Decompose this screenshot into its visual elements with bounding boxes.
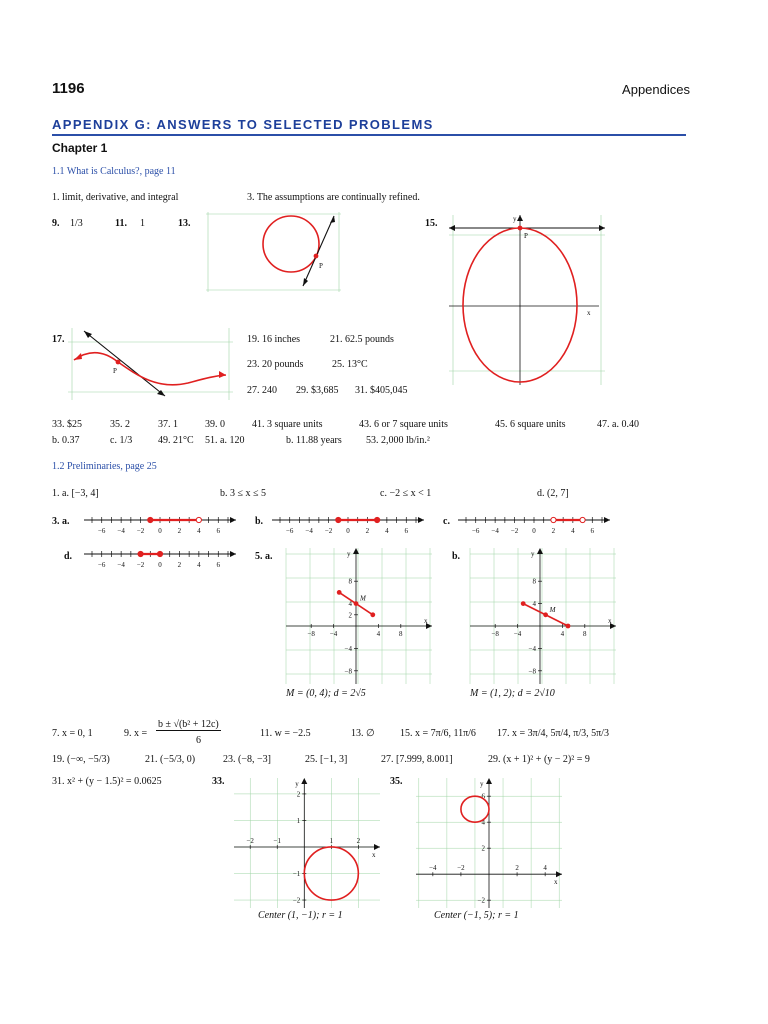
y-tick-label: −8	[344, 667, 352, 676]
numberline-tick-label: −2	[136, 527, 145, 535]
answer-7: 7. x = 0, 1	[52, 728, 93, 739]
midpoint-label: M	[549, 605, 556, 614]
x-tick-label: −4	[513, 630, 522, 638]
caption-35: Center (−1, 5); r = 1	[434, 910, 519, 921]
answer-3b-label: b.	[255, 516, 264, 527]
answer-19: 19. (−∞, −5/3)	[52, 754, 110, 765]
answer-5b-label: b.	[452, 551, 461, 562]
answer-19: 19. 16 inches	[247, 334, 301, 345]
figure-17-point-label: P	[113, 367, 117, 375]
page-number: 1196	[52, 80, 85, 97]
figure-15-ellipse	[449, 215, 605, 385]
point	[521, 601, 526, 606]
section-1-1-title: 1.1 What is Calculus?, page 11	[52, 166, 176, 177]
point	[337, 590, 342, 595]
figure-13-point-label: P	[319, 262, 323, 270]
numberline-tick-label: 2	[365, 527, 370, 535]
answer-53: 53. 2,000 lb/in.²	[366, 435, 430, 446]
numberline-tick-label: 4	[571, 527, 575, 535]
y-tick-label: 8	[532, 577, 536, 586]
numberline-endpoint	[375, 517, 380, 522]
numberline-3a	[84, 512, 236, 540]
appendix-title: APPENDIX G: ANSWERS TO SELECTED PROBLEMS	[52, 117, 434, 132]
x-tick-label: −2	[246, 836, 254, 845]
answer-25: 25. [−1, 3]	[305, 754, 348, 765]
answer-47a: 47. a. 0.40	[597, 419, 639, 430]
numberline-tick-label: −2	[324, 527, 333, 535]
answer-21: 21. (−5/3, 0)	[145, 754, 196, 765]
figure-15-point-label: P	[524, 232, 528, 240]
x-tick-label: 2	[515, 864, 519, 873]
numberline-tick-label: 6	[404, 527, 409, 535]
answer-13-label: 13.	[178, 218, 191, 229]
numberline-tick-label: −4	[305, 527, 313, 535]
numberline-arrow	[604, 517, 610, 523]
y-tick-label: −2	[292, 896, 301, 905]
answer-43: 43. 6 or 7 square units	[359, 419, 448, 430]
answer-27: 27. [7.999, 8.001]	[381, 754, 453, 765]
running-title: Appendices	[622, 82, 690, 97]
numberline-tick-label: −6	[97, 527, 106, 535]
figure-17-curve-tangent	[68, 328, 233, 400]
x-axis-label: x	[424, 617, 428, 625]
answer-3d-label: d.	[64, 551, 73, 562]
answer-11: 11. w = −2.5	[260, 728, 311, 739]
numberline-tick-label: −2	[136, 561, 145, 569]
y-tick-label: −2	[477, 896, 485, 905]
y-tick-label: 4	[532, 600, 536, 609]
numberline-tick-label: 6	[216, 561, 221, 569]
section-1-2-title: 1.2 Preliminaries, page 25	[52, 461, 157, 472]
numberline-tick-label: 2	[177, 527, 182, 535]
answer-21: 21. 62.5 pounds	[330, 334, 394, 345]
numberline-tick-label: −6	[97, 561, 106, 569]
answer-37: 37. 1	[158, 419, 178, 430]
answer-17: 17. x = 3π/4, 5π/4, π/3, 5π/3	[497, 728, 609, 739]
numberline-endpoint	[148, 517, 153, 522]
numberline-3c	[458, 512, 610, 540]
answer-15-label: 15.	[425, 218, 438, 229]
numberline-tick-label: −4	[117, 561, 125, 569]
answer-27: 27. 240	[247, 385, 277, 396]
x-tick-label: −1	[273, 836, 281, 845]
numberline-arrow	[418, 517, 424, 523]
answer-29: 29. $3,685	[296, 385, 339, 396]
numberline-tick-label: 0	[532, 527, 536, 535]
point	[566, 624, 571, 629]
answer-15: 15. x = 7π/6, 11π/6	[400, 728, 476, 739]
answer-47c: c. 1/3	[110, 435, 133, 446]
x-tick-label: −2	[457, 864, 465, 873]
answer-17-label: 17.	[52, 334, 65, 345]
numberline-3d	[84, 546, 236, 574]
answer-3a-label: 3. a.	[52, 516, 70, 527]
answer-9-label: 9.	[52, 218, 60, 229]
x-tick-label: 8	[399, 630, 403, 638]
answer-25: 25. 13°C	[332, 359, 368, 370]
numberline-tick-label: −6	[285, 527, 294, 535]
answer-9-label: 9. x =	[124, 728, 148, 739]
answer-5a-label: 5. a.	[255, 551, 273, 562]
x-tick-label: −8	[491, 630, 499, 638]
answer-11-value: 1	[140, 218, 145, 229]
answer-41: 41. 3 square units	[252, 419, 323, 430]
title-rule	[52, 134, 686, 136]
numberline-tick-label: −4	[491, 527, 499, 535]
x-tick-label: 1	[329, 836, 334, 845]
answer-9-denominator: 6	[196, 735, 201, 746]
answer-9-value: 1/3	[70, 218, 83, 229]
point	[543, 612, 548, 617]
answer-11-label: 11.	[115, 218, 127, 229]
numberline-endpoint	[138, 551, 143, 556]
x-arrow	[374, 844, 380, 850]
answer-31: 31. $405,045	[355, 385, 408, 396]
answer-47b: b. 0.37	[52, 435, 80, 446]
y-tick-label: 2	[348, 611, 352, 620]
y-tick-label: 6	[481, 792, 485, 801]
answer-23: 23. (−8, −3]	[223, 754, 271, 765]
numberline-tick-label: 6	[216, 527, 221, 535]
y-axis-label: y	[480, 780, 484, 788]
answer-35: 35. 2	[110, 419, 130, 430]
answer-1b: b. 3 ≤ x ≤ 5	[220, 488, 266, 499]
numberline-endpoint	[580, 517, 585, 522]
answer-3c-label: c.	[443, 516, 450, 527]
numberline-3b	[272, 512, 424, 540]
x-tick-label: −4	[329, 630, 338, 638]
y-tick-label: 8	[348, 577, 352, 586]
chapter-title: Chapter 1	[52, 141, 108, 155]
numberline-tick-label: −6	[471, 527, 480, 535]
x-tick-label: −4	[429, 864, 437, 873]
numberline-tick-label: 4	[197, 561, 201, 569]
y-tick-label: 2	[481, 844, 485, 853]
numberline-tick-label: 0	[346, 527, 350, 535]
x-axis-label: x	[372, 850, 376, 859]
y-tick-label: 2	[296, 790, 301, 799]
answer-13: 13. ∅	[351, 728, 375, 739]
y-tick-label: 4	[481, 818, 485, 827]
numberline-endpoint	[336, 517, 341, 522]
numberline-tick-label: −2	[510, 527, 519, 535]
answer-35-label: 35.	[390, 776, 403, 787]
y-tick-label: −4	[344, 644, 352, 653]
answer-33: 33. $25	[52, 419, 82, 430]
x-tick-label: 8	[583, 630, 587, 638]
point	[370, 612, 375, 617]
answer-1c: c. −2 ≤ x < 1	[380, 488, 432, 499]
x-tick-label: 4	[376, 630, 381, 638]
numberline-tick-label: 0	[158, 561, 162, 569]
y-tick-label: −4	[528, 644, 536, 653]
numberline-arrow	[230, 551, 236, 557]
y-tick-label: −8	[528, 667, 536, 676]
answer-33-label: 33.	[212, 776, 225, 787]
x-tick-label: 2	[356, 836, 361, 845]
numberline-endpoint	[551, 517, 556, 522]
figure-5b-plane	[470, 548, 616, 684]
y-arrow	[486, 778, 492, 784]
answer-23: 23. 20 pounds	[247, 359, 304, 370]
figure-13-circle-tangent	[206, 212, 341, 292]
y-tick-label: 1	[296, 816, 301, 825]
answer-29: 29. (x + 1)² + (y − 2)² = 9	[488, 754, 590, 765]
answer-9-numerator: b ± √(b² + 12c)	[158, 719, 219, 730]
numberline-endpoint	[157, 551, 162, 556]
y-axis-label: y	[531, 550, 535, 558]
x-tick-label: −8	[307, 630, 315, 638]
answer-49: 49. 21°C	[158, 435, 194, 446]
answer-1d: d. (2, 7]	[537, 488, 569, 499]
y-arrow	[301, 778, 307, 784]
answer-1a: 1. a. [−3, 4]	[52, 488, 99, 499]
x-axis-label: x	[554, 878, 558, 887]
numberline-tick-label: 2	[177, 561, 182, 569]
figure-15-x-label: x	[587, 309, 591, 317]
figure-35-circle	[416, 778, 562, 908]
point	[354, 601, 359, 606]
midpoint-label: M	[360, 594, 366, 603]
numberline-tick-label: 0	[158, 527, 162, 535]
x-axis-label: x	[608, 617, 612, 625]
answer-39: 39. 0	[205, 419, 225, 430]
y-axis-label: y	[347, 550, 351, 558]
y-tick-label: 4	[348, 600, 352, 609]
numberline-arrow	[230, 517, 236, 523]
figure-5a-plane	[286, 548, 432, 684]
numberline-tick-label: −4	[117, 527, 125, 535]
answer-51a: 51. a. 120	[205, 435, 245, 446]
answer-51b: b. 11.88 years	[286, 435, 342, 446]
numberline-tick-label: 4	[197, 527, 201, 535]
numberline-tick-label: 2	[551, 527, 556, 535]
answer-1: 1. limit, derivative, and integral	[52, 192, 179, 203]
x-tick-label: 4	[560, 630, 565, 638]
figure-15-y-label: y	[513, 215, 517, 223]
y-tick-label: −1	[292, 870, 301, 879]
y-axis-label: y	[295, 780, 299, 788]
numberline-tick-label: 6	[590, 527, 595, 535]
caption-5a: M = (0, 4); d = 2√5	[286, 688, 366, 699]
caption-5b: M = (1, 2); d = 2√10	[470, 688, 555, 699]
answer-31: 31. x² + (y − 1.5)² = 0.0625	[52, 776, 162, 787]
x-tick-label: 4	[543, 864, 547, 873]
numberline-tick-label: 4	[385, 527, 389, 535]
answer-45: 45. 6 square units	[495, 419, 566, 430]
answer-3: 3. The assumptions are continually refined.	[247, 192, 420, 203]
figure-33-circle	[234, 778, 380, 908]
numberline-endpoint	[196, 517, 201, 522]
caption-33: Center (1, −1); r = 1	[258, 910, 343, 921]
